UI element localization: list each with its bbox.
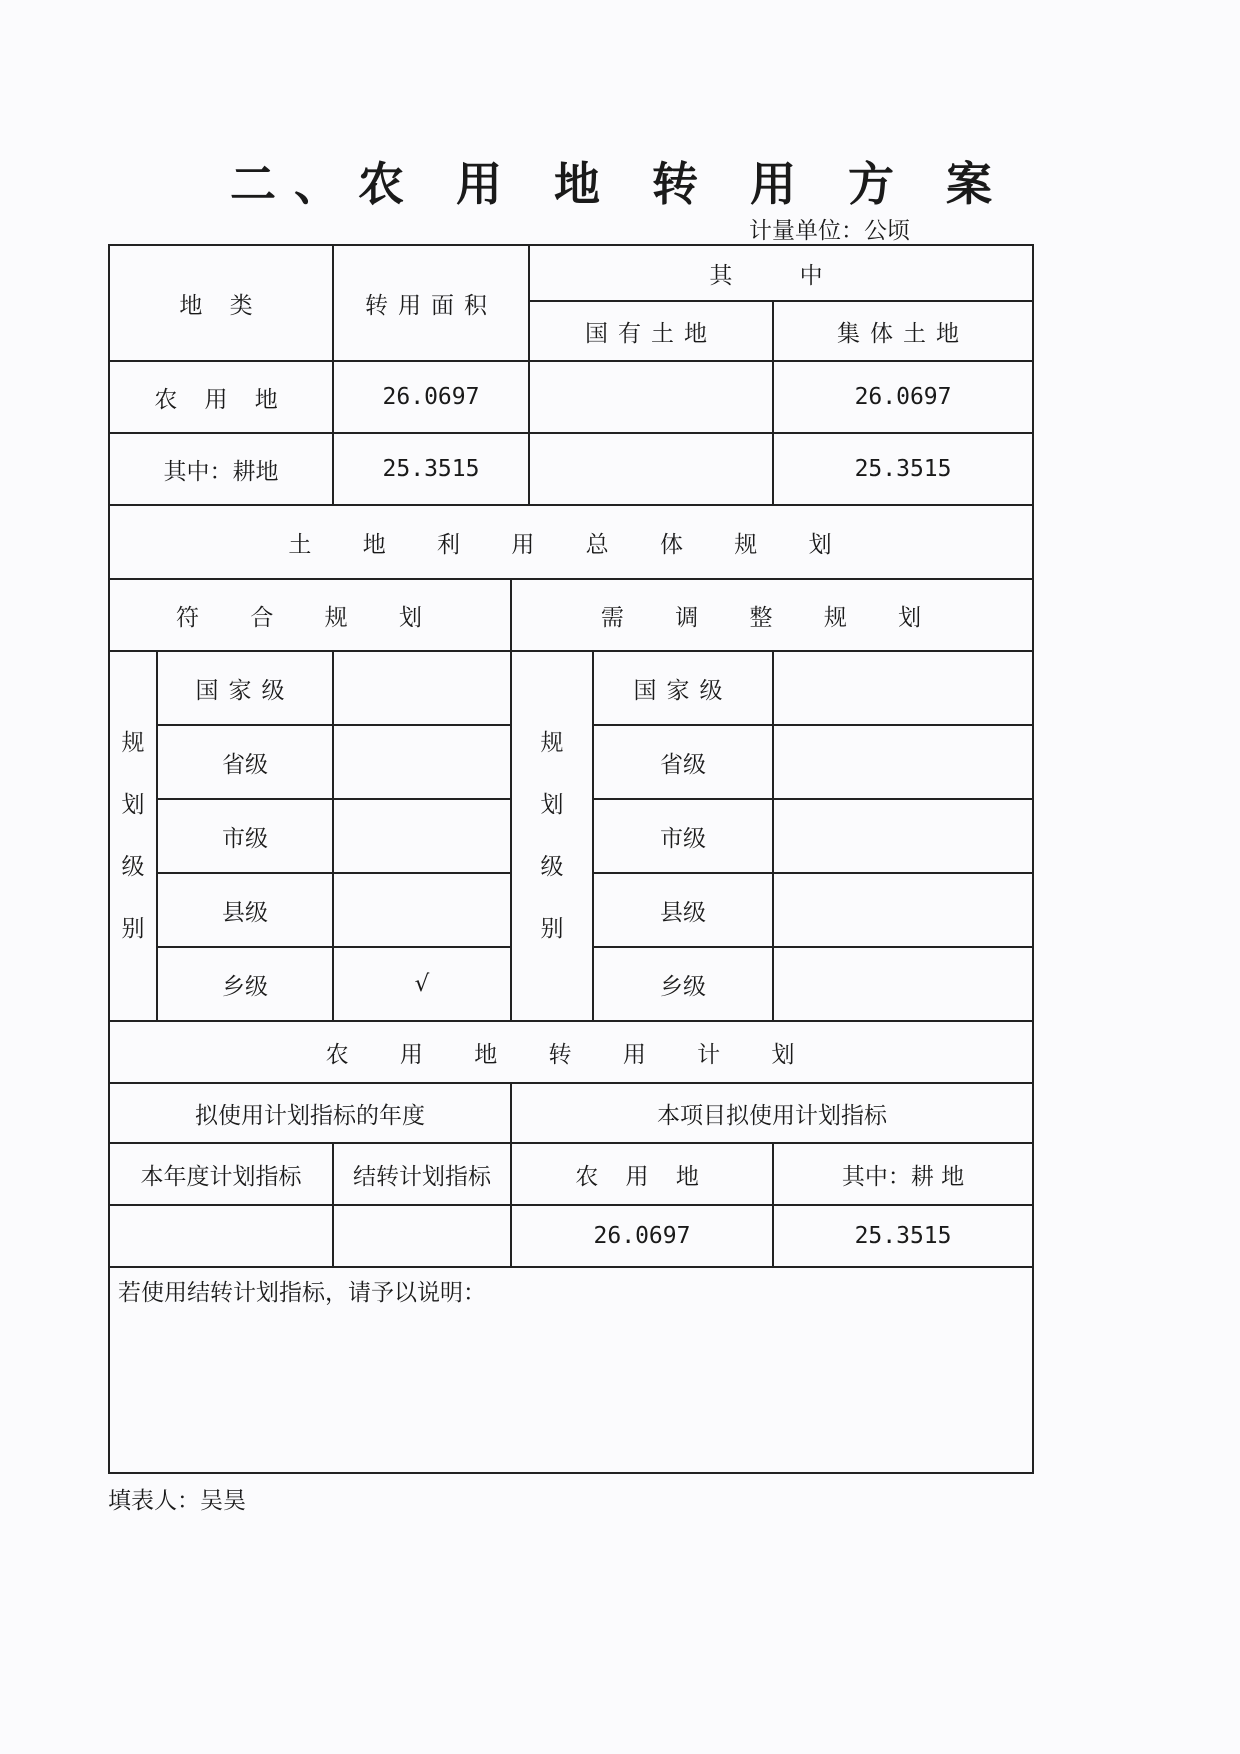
cell-area: 25.3515 xyxy=(333,433,529,505)
cell-arable-index: 25.3515 xyxy=(773,1205,1033,1267)
cell-state-land xyxy=(529,361,773,433)
header-plan-year: 拟使用计划指标的年度 xyxy=(109,1083,511,1143)
side-label-plan-level-right xyxy=(511,651,593,1021)
side-label-plan-level-left xyxy=(109,651,157,1021)
level-label-national: 国家级 xyxy=(157,651,333,725)
header-conversion-area: 转用面积 xyxy=(333,245,529,361)
cell-collective-land: 25.3515 xyxy=(773,433,1033,505)
form-filler: 填表人：吴昊 xyxy=(108,1488,246,1514)
left-value-county xyxy=(333,873,511,947)
unit-label: 计量单位：公顷 xyxy=(749,218,910,244)
level-label-county: 县级 xyxy=(157,873,333,947)
side-char: 别 xyxy=(121,916,145,942)
level-label-province: 省级 xyxy=(157,725,333,799)
header-needs-adjust-plan: 需 调 整 规 划 xyxy=(511,579,1033,651)
level-label-county: 县级 xyxy=(593,873,773,947)
header-among: 其 中 xyxy=(529,245,1033,301)
header-arable: 其中：耕 地 xyxy=(773,1143,1033,1205)
level-label-province: 省级 xyxy=(593,725,773,799)
section-title-land-plan: 土 地 利 用 总 体 规 划 xyxy=(109,505,1033,579)
level-label-national: 国家级 xyxy=(593,651,773,725)
header-conforms-plan: 符 合 规 划 xyxy=(109,579,511,651)
table-row xyxy=(109,1205,1033,1267)
page-title: 二、农 用 地 转 用 方 案 xyxy=(229,157,1011,211)
left-value-province xyxy=(333,725,511,799)
cell-farmland-index: 26.0697 xyxy=(511,1205,773,1267)
left-value-township: √ xyxy=(333,947,511,1021)
note-label: 若使用结转计划指标，请予以说明： xyxy=(118,1280,486,1306)
row-label-arable: 其中：耕地 xyxy=(109,433,333,505)
cell-state-land xyxy=(529,433,773,505)
section-title-conversion-plan: 农 用 地 转 用 计 划 xyxy=(109,1021,1033,1083)
level-label-township: 乡级 xyxy=(157,947,333,1021)
cell-carryover-index xyxy=(333,1205,511,1267)
side-char: 别 xyxy=(540,916,564,942)
cell-area: 26.0697 xyxy=(333,361,529,433)
header-state-land: 国有土地 xyxy=(529,301,773,361)
header-this-year-index: 本年度计划指标 xyxy=(109,1143,333,1205)
cell-this-year-index xyxy=(109,1205,333,1267)
side-char: 级 xyxy=(540,854,564,880)
table-row xyxy=(109,361,1033,433)
side-char: 级 xyxy=(121,854,145,880)
header-carryover-index: 结转计划指标 xyxy=(333,1143,511,1205)
level-label-city: 市级 xyxy=(593,799,773,873)
header-project-index: 本项目拟使用计划指标 xyxy=(511,1083,1033,1143)
right-value-province xyxy=(773,725,1033,799)
side-char: 规 xyxy=(121,730,145,756)
right-value-city xyxy=(773,799,1033,873)
header-collective-land: 集体土地 xyxy=(773,301,1033,361)
level-label-city: 市级 xyxy=(157,799,333,873)
left-value-national xyxy=(333,651,511,725)
side-char: 划 xyxy=(121,792,145,818)
right-value-township xyxy=(773,947,1033,1021)
side-char: 规 xyxy=(540,730,564,756)
side-char: 划 xyxy=(540,792,564,818)
right-value-county xyxy=(773,873,1033,947)
row-label-farmland: 农 用 地 xyxy=(109,361,333,433)
level-label-township: 乡级 xyxy=(593,947,773,1021)
note-box xyxy=(109,1267,1033,1473)
table-row xyxy=(109,433,1033,505)
cell-collective-land: 26.0697 xyxy=(773,361,1033,433)
conversion-form-table xyxy=(108,244,1034,1474)
right-value-national xyxy=(773,651,1033,725)
header-land-type: 地 类 xyxy=(109,245,333,361)
header-farmland: 农 用 地 xyxy=(511,1143,773,1205)
left-value-city xyxy=(333,799,511,873)
